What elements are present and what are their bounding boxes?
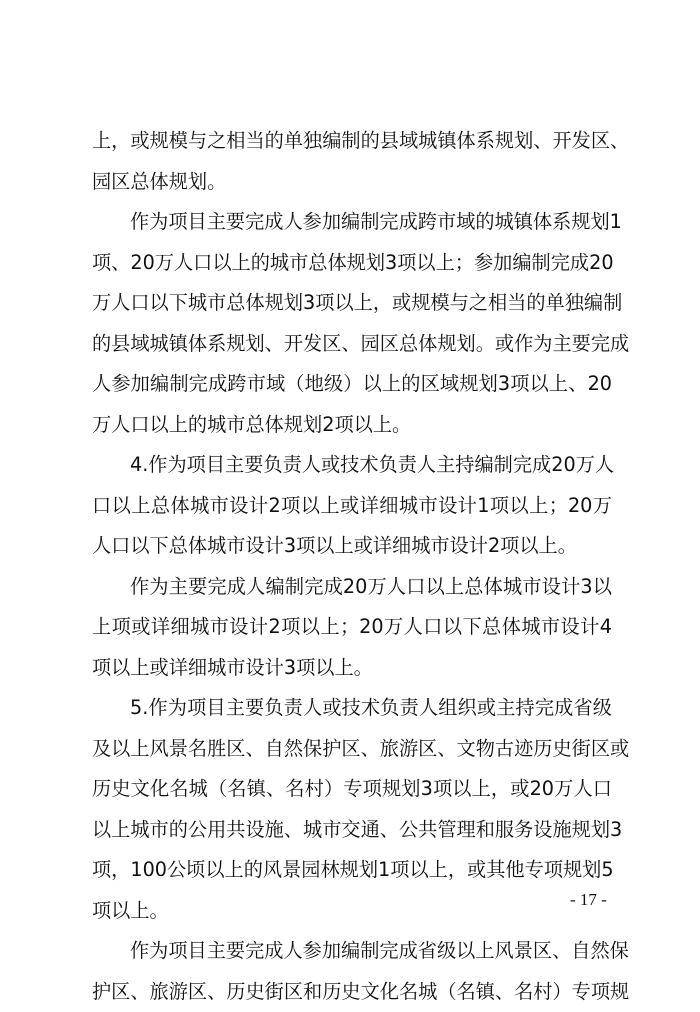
text-line: 万人口以下城市总体规划3项以上，或规模与之相当的单独编制 bbox=[92, 283, 612, 324]
text-line: 万人口以上的城市总体规划2项以上。 bbox=[92, 405, 612, 446]
text-line: 项以上。 bbox=[92, 891, 612, 932]
text-line: 上项或详细城市设计2项以上；20万人口以下总体城市设计4 bbox=[92, 607, 612, 648]
text-line: 历史文化名城（名镇、名村）专项规划3项以上，或20万人口 bbox=[92, 769, 612, 810]
text-line: 护区、旅游区、历史街区和历史文化名城（名镇、名村）专项规 bbox=[92, 972, 612, 1012]
text-line: 及以上风景名胜区、自然保护区、旅游区、文物古迹历史街区或 bbox=[92, 729, 612, 770]
paragraph-first-line: 作为主要完成人编制完成20万人口以上总体城市设计3以 bbox=[92, 567, 612, 608]
paragraph-first-line: 作为项目主要完成人参加编制完成跨市域的城镇体系规划1 bbox=[92, 202, 612, 243]
text-line: 上，或规模与之相当的单独编制的县域城镇体系规划、开发区、 bbox=[92, 121, 612, 162]
paragraph-first-line: 5.作为项目主要负责人或技术负责人组织或主持完成省级 bbox=[92, 688, 612, 729]
body-text bbox=[92, 121, 612, 1012]
text-line: 口以上总体城市设计2项以上或详细城市设计1项以上；20万 bbox=[92, 486, 612, 527]
text-line: 以上城市的公用共设施、城市交通、公共管理和服务设施规划3 bbox=[92, 810, 612, 851]
paragraph-first-line: 作为项目主要完成人参加编制完成省级以上风景区、自然保 bbox=[92, 931, 612, 972]
paragraph-first-line: 4.作为项目主要负责人或技术负责人主持编制完成20万人 bbox=[92, 445, 612, 486]
text-line: 的县域城镇体系规划、开发区、园区总体规划。或作为主要完成 bbox=[92, 324, 612, 365]
text-line: 园区总体规划。 bbox=[92, 162, 612, 203]
page-number: - 17 - bbox=[570, 890, 607, 910]
text-line: 项以上或详细城市设计3项以上。 bbox=[92, 648, 612, 689]
text-line: 项，100公顷以上的风景园林规划1项以上，或其他专项规划5 bbox=[92, 850, 612, 891]
text-line: 人参加编制完成跨市域（地级）以上的区域规划3项以上、20 bbox=[92, 364, 612, 405]
text-line: 人口以下总体城市设计3项以上或详细城市设计2项以上。 bbox=[92, 526, 612, 567]
text-line: 项、20万人口以上的城市总体规划3项以上；参加编制完成20 bbox=[92, 243, 612, 284]
